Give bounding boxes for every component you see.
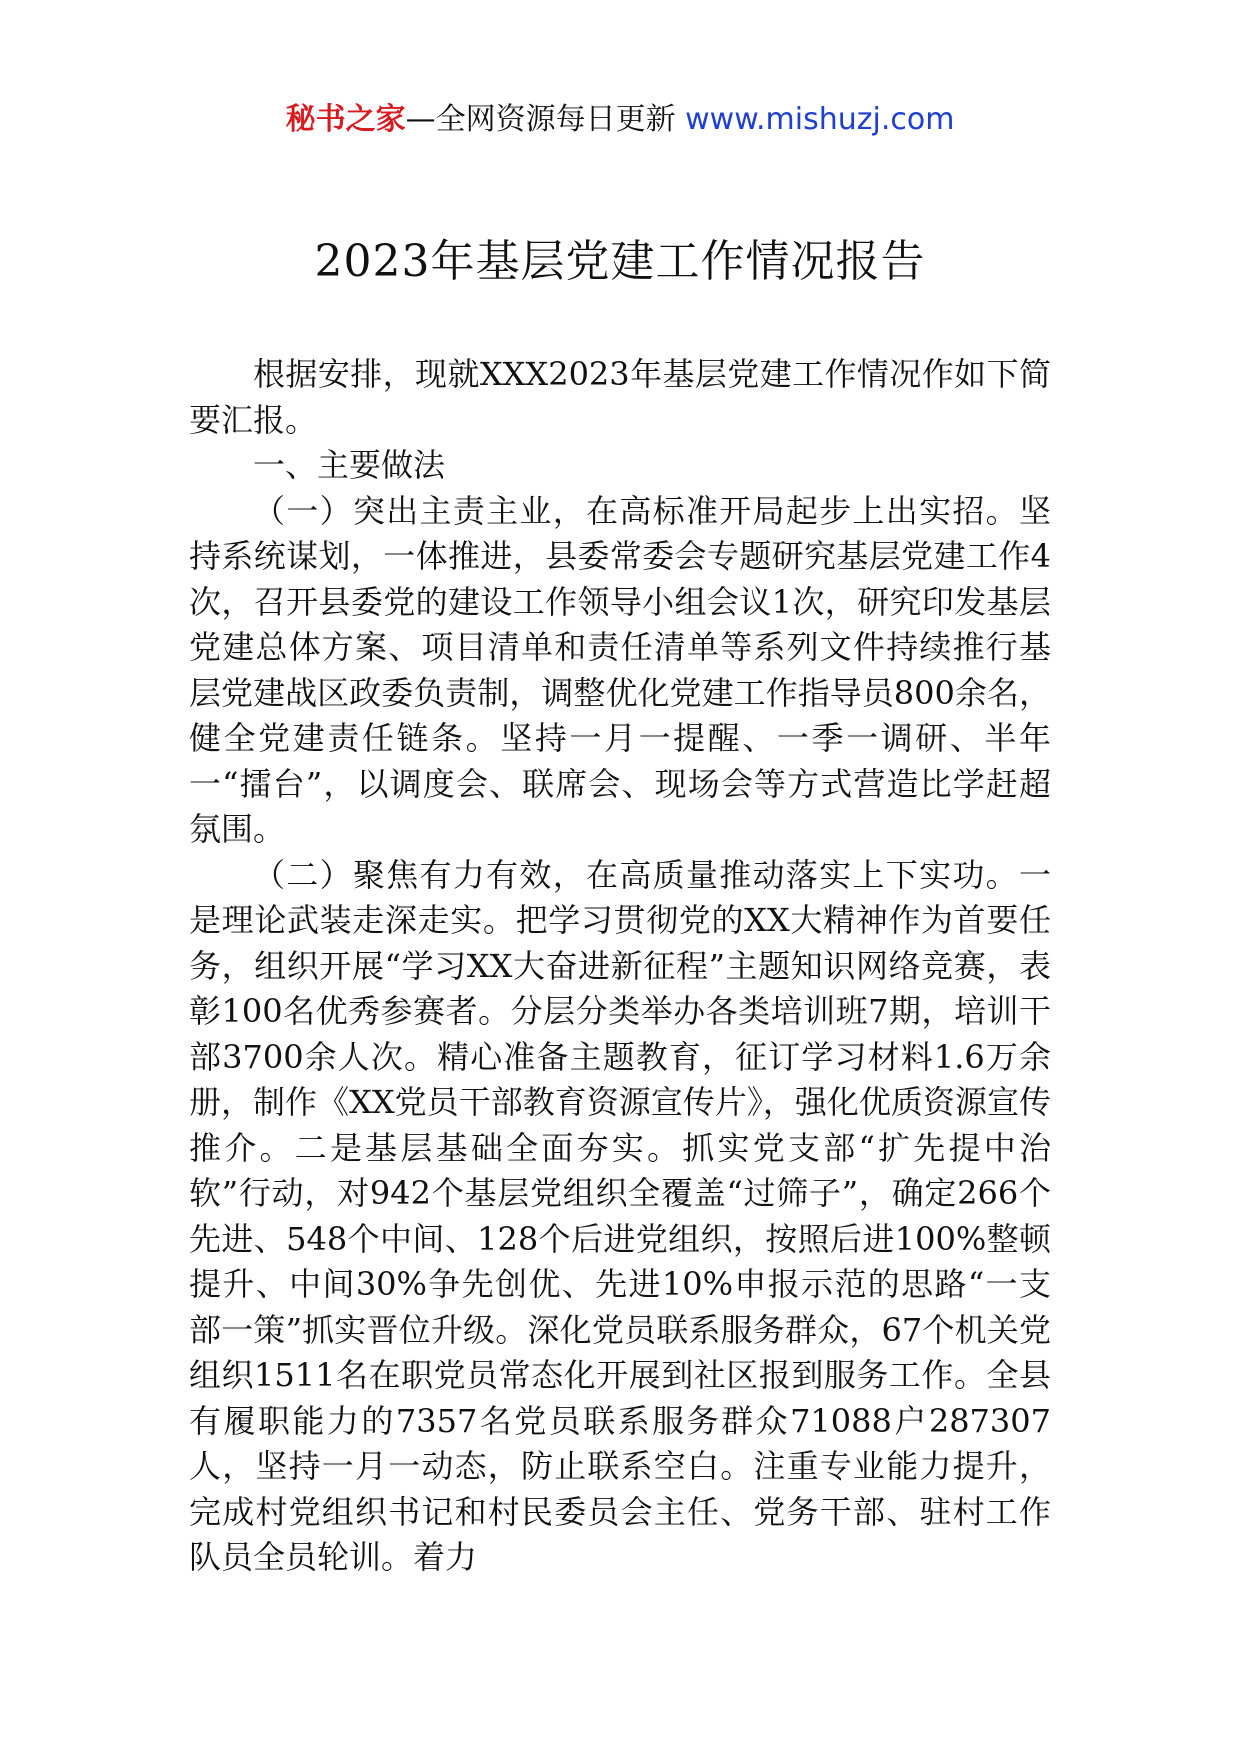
site-header: [0, 100, 1240, 140]
document-title: 2023年基层党建工作情况报告: [314, 236, 926, 287]
section-heading: 一、主要做法: [253, 446, 446, 484]
body-paragraph: （二）聚焦有力有效，在高质量推动落实上下实功。一是理论武装走深走实。把学习贯彻党的XX大精神作为首要任务，组织开展“学习XX大奋进新征程”主题知识网络竞赛，表彰100名优秀参赛者。分层分类举办各类培训班7期，培训干部3700余人次。精心准备主题教育，征订学习材料1.6万余册，制作《XX党员干部教育资源宣传片》，强化优质资源宣传推介。二是基层基础全面夯实。抓实党支部“扩先提中治软”行动，对942个基层党组织全覆盖“过筛子”，确定266个先进、548个中间、128个后进党组织，按照后进100%整顿提升、中间30%争先创优、先进10%申报示范的思路“一支部一策”抓实晋位升级。深化党员联系服务群众，67个机关党组织1511名在职党员常态化开展到社区报到服务工作。全县有履职能力的7357名党员联系服务群众71088户287307人，坚持一月一动态，防止联系空白。注重专业能力提升，完成村党组织书记和村民委员会主任、党务干部、驻村工作队员全员轮训。着力: [189, 855, 1051, 1576]
site-tagline: —全网资源每日更新: [405, 102, 676, 137]
site-url-link[interactable]: www.mishuzj.com: [685, 102, 955, 137]
intro-paragraph: 根据安排，现就XXX2023年基层党建工作情况作如下简要汇报。: [189, 355, 1051, 439]
document-body: [189, 352, 1051, 1581]
site-brand: 秘书之家: [285, 102, 406, 137]
body-paragraph: （一）突出主责主业，在高标准开局起步上出实招。坚持系统谋划，一体推进，县委常委会专题研究基层党建工作4次，召开县委党的建设工作领导小组会议1次，研究印发基层党建总体方案、项目清单和责任清单等系列文件持续推行基层党建战区政委负责制，调整优化党建工作指导员800余名，健全党建责任链条。坚持一月一提醒、一季一调研、半年一“擂台”，以调度会、联席会、现场会等方式营造比学赶超氛围。: [189, 491, 1051, 848]
